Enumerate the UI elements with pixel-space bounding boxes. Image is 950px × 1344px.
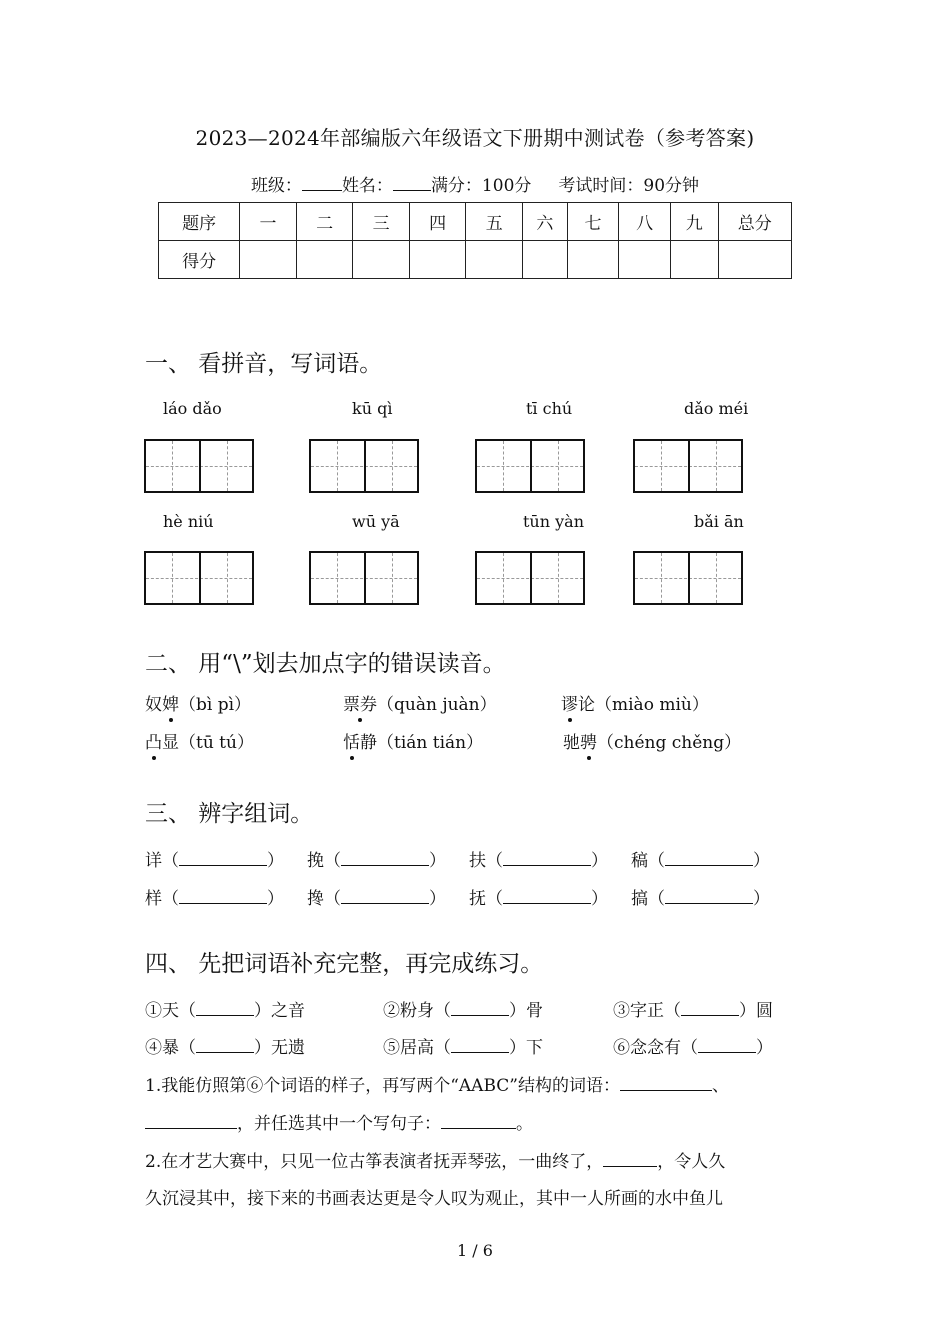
word-item: 挽（ ） [307, 851, 446, 871]
answer-blank[interactable] [451, 1036, 509, 1053]
score-cell[interactable] [670, 241, 718, 279]
score-cell[interactable] [466, 241, 523, 279]
header-cell: 六 [523, 203, 568, 241]
pinyin-label: láo dǎo [163, 399, 222, 418]
header-cell: 八 [619, 203, 671, 241]
answer-blank[interactable] [179, 849, 267, 866]
reading-item: 票券（quàn juàn） [343, 695, 497, 715]
answer-blank[interactable] [451, 999, 509, 1016]
idiom-item: ⑥念念有（ ） [613, 1038, 773, 1058]
reading-item: 驰骋（chéng chěng） [563, 733, 742, 753]
word-item: 搀（ ） [307, 889, 446, 909]
reading-item: 凸显（tū tú） [145, 733, 254, 753]
answer-blank[interactable] [441, 1112, 516, 1129]
name-label: 姓名： [341, 176, 393, 196]
pinyin-label: wū yā [352, 512, 400, 531]
page-number: 1 / 6 [457, 1241, 493, 1260]
tianzige-box[interactable] [633, 551, 743, 605]
tianzige-box[interactable] [633, 439, 743, 493]
section1-heading: 一、 看拼音，写词语。 [145, 351, 383, 377]
section4-heading: 四、 先把词语补充完整，再完成练习。 [145, 951, 544, 977]
section3-heading: 三、 辨字组词。 [145, 801, 314, 827]
page-title: 2023—2024年部编版六年级语文下册期中测试卷（参考答案) [195, 126, 755, 150]
score-row-label: 得分 [159, 241, 240, 279]
word-item: 搞（ ） [631, 889, 770, 909]
pinyin-label: kū qì [352, 399, 393, 418]
name-blank [393, 176, 431, 191]
answer-blank[interactable] [603, 1150, 657, 1167]
score-header-row [159, 203, 792, 241]
answer-blank[interactable] [196, 1036, 254, 1053]
tianzige-box[interactable] [309, 551, 419, 605]
reading-item: 谬论（miào miù） [561, 695, 709, 715]
score-cell[interactable] [240, 241, 297, 279]
reading-item: 奴婢（bì pì） [145, 695, 252, 715]
score-cell[interactable] [523, 241, 568, 279]
score-table [158, 202, 792, 279]
header-cell: 题序 [159, 203, 240, 241]
full-score: 满分：100分 [430, 176, 532, 196]
idiom-item: ④暴（ ）无遗 [145, 1038, 305, 1058]
header-cell: 五 [466, 203, 523, 241]
header-cell: 三 [353, 203, 410, 241]
idiom-item: ②粉身（ ）骨 [383, 1001, 543, 1021]
question-2-line1: 2.在才艺大赛中，只见一位古筝表演者抚弄琴弦，一曲终了， ，令人久 [145, 1152, 726, 1172]
idiom-item: ①天（ ）之音 [145, 1001, 305, 1021]
tianzige-box[interactable] [475, 551, 585, 605]
question-1-line2: ，并任选其中一个写句子： 。 [145, 1109, 533, 1134]
tianzige-box[interactable] [475, 439, 585, 493]
class-blank [302, 176, 342, 191]
exam-info [0, 171, 950, 196]
header-cell: 九 [670, 203, 718, 241]
pinyin-label: hè niú [163, 512, 214, 531]
score-cell[interactable] [718, 241, 791, 279]
word-item: 样（ ） [145, 889, 284, 909]
answer-blank[interactable] [620, 1074, 712, 1091]
tianzige-box[interactable] [144, 551, 254, 605]
word-item: 详（ ） [145, 851, 284, 871]
pinyin-label: tūn yàn [523, 512, 585, 531]
score-cell[interactable] [409, 241, 466, 279]
answer-blank[interactable] [145, 1112, 237, 1129]
word-item: 稿（ ） [631, 851, 770, 871]
question-1-line1: 1.我能仿照第⑥个词语的样子，再写两个“AABC”结构的词语： 、 [145, 1076, 729, 1096]
answer-blank[interactable] [698, 1036, 756, 1053]
answer-blank[interactable] [665, 887, 753, 904]
idiom-item: ⑤居高（ ）下 [383, 1038, 543, 1058]
answer-blank[interactable] [196, 999, 254, 1016]
header-cell: 一 [240, 203, 297, 241]
pinyin-label: bǎi ān [694, 512, 744, 531]
header-cell: 总分 [718, 203, 791, 241]
answer-blank[interactable] [341, 849, 429, 866]
question-2-line2: 久沉浸其中，接下来的书画表达更是令人叹为观止，其中一人所画的水中鱼儿 [145, 1189, 723, 1209]
header-cell: 四 [409, 203, 466, 241]
score-cell[interactable] [567, 241, 619, 279]
score-cell[interactable] [296, 241, 353, 279]
answer-blank[interactable] [179, 887, 267, 904]
word-item: 抚（ ） [469, 889, 608, 909]
score-row [159, 241, 792, 279]
idiom-item: ③字正（ ）圆 [613, 1001, 773, 1021]
pinyin-label: dǎo méi [684, 399, 749, 418]
tianzige-box[interactable] [309, 439, 419, 493]
score-cell[interactable] [619, 241, 671, 279]
header-cell: 七 [567, 203, 619, 241]
tianzige-box[interactable] [144, 439, 254, 493]
answer-blank[interactable] [665, 849, 753, 866]
score-cell[interactable] [353, 241, 410, 279]
answer-blank[interactable] [681, 999, 739, 1016]
class-label: 班级： [250, 176, 302, 196]
exam-time: 考试时间：90分钟 [558, 176, 700, 196]
answer-blank[interactable] [503, 887, 591, 904]
answer-blank[interactable] [503, 849, 591, 866]
pinyin-label: tī chú [526, 399, 573, 418]
answer-blank[interactable] [341, 887, 429, 904]
section2-heading: 二、 用“\”划去加点字的错误读音。 [145, 651, 506, 677]
header-cell: 二 [296, 203, 353, 241]
word-item: 扶（ ） [469, 851, 608, 871]
reading-item: 恬静（tián tián） [343, 733, 484, 753]
